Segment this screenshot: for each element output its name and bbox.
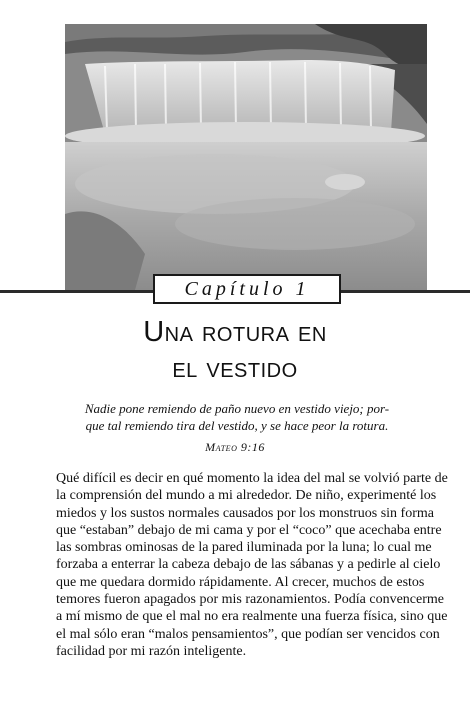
- body-line: a mí mismo de que el mal no era realmente una fuerza física, sino que: [56, 609, 448, 625]
- body-line: el mal sólo eran “malos pensamientos”, que podían ser vencidos con: [56, 626, 440, 642]
- chapter-title-line: el vestido: [172, 352, 298, 384]
- body-line: temores fueron apagados por mis razonamientos. Podía convencerme: [56, 592, 444, 608]
- body-line: facilidad por mi razón inteligente.: [56, 643, 247, 659]
- body-paragraph: [56, 470, 448, 660]
- waterfall-image: [65, 24, 427, 290]
- body-line: las sombras ominosas de la pared iluminada por la luna; lo cual me: [56, 540, 432, 556]
- chapter-title-line: Una rotura en: [143, 316, 327, 348]
- body-line: miedos y los sustos normales causados por los monstruos sin forma: [56, 505, 434, 521]
- epigraph-line: que tal remiendo tira del vestido, y se hace peor la rotura.: [85, 418, 389, 433]
- chapter-label-text: Capítulo 1: [184, 277, 310, 300]
- body-line: la comprensión del mundo a mi alrededor. De niño, experimenté los: [56, 488, 437, 504]
- body-line: forzaba a enterrar la cabeza debajo de las sábanas y a pedirle al cielo: [56, 557, 441, 573]
- chapter-label: [153, 274, 341, 304]
- waterfall-photo: [65, 24, 427, 290]
- body-line: que “estaban” debajo de mi cama y por el “coco” que acechaba entre: [56, 522, 442, 538]
- epigraph-reference: Mateo 9:16: [205, 440, 265, 454]
- body-line: que me quedara dormido rápidamente. Al crecer, muchos de estos: [56, 574, 425, 590]
- chapter-title: [0, 314, 470, 386]
- body-line: Qué difícil es decir en qué momento la idea del mal se volvió parte de: [56, 471, 448, 486]
- epigraph-quote: [70, 400, 404, 434]
- epigraph-line: Nadie pone remiendo de paño nuevo en vestido viejo; por-: [84, 401, 390, 416]
